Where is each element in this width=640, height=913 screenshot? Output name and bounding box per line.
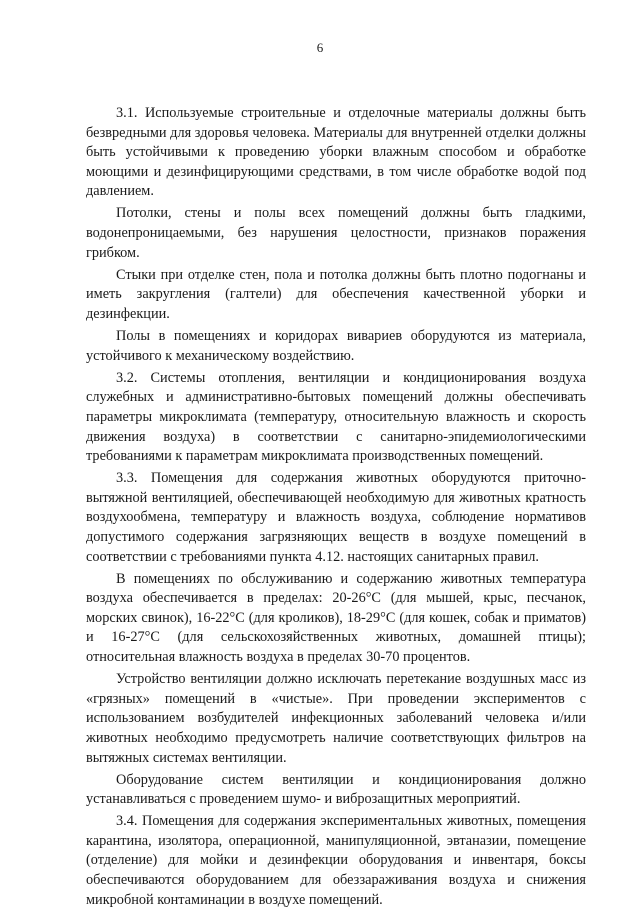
paragraph-floors-vivarium: Полы в помещениях и коридорах вивариев оборудуются из материала, устойчивого к механическому воздействию. bbox=[86, 328, 586, 364]
paragraph-3-1-materials: 3.1. Используемые строительные и отделочные материалы должны быть безвредными для здоровья человека. Материалы для внутренней отделки должны быть устойчивыми к проведению уборки влажным способом и обработке моющими и дезинфицирующими средствами, в том числе обработке водой под давлением. bbox=[86, 105, 586, 200]
paragraph-ceilings-walls-floors: Потолки, стены и полы всех помещений должны быть гладкими, водонепроницаемыми, без нарушения целостности, признаков поражения грибком. bbox=[86, 205, 586, 261]
paragraph-3-3-animal-rooms-ventilation: 3.3. Помещения для содержания животных оборудуются приточно-вытяжной вентиляцией, обеспечивающей необходимую для животных кратность воздухообмена, температуру и влажность воздуха, соблюдение нормативов допустимого содержания загрязняющих веществ в воздухе помещений в соответствии с требованиями пункта 4.12. настоящих санитарных правил. bbox=[86, 470, 586, 565]
document-body bbox=[86, 104, 586, 913]
paragraph-joints: Стыки при отделке стен, пола и потолка должны быть плотно подогнаны и иметь закругления (галтели) для обеспечения качественной уборки и дезинфекции. bbox=[86, 266, 586, 322]
paragraph-noise-vibration: Оборудование систем вентиляции и кондиционирования должно устанавливаться с проведением шумо- и виброзащитных мероприятий. bbox=[86, 771, 586, 808]
paragraph-3-2-heating-ventilation: 3.2. Системы отопления, вентиляции и кондиционирования воздуха служебных и административно-бытовых помещений должны обеспечивать параметры микроклимата (температуру, относительную влажность и скорость движения воздуха) в соответствии с санитарно-эпидемиологическими требованиями к параметрам микроклимата производственных помещений. bbox=[86, 369, 586, 465]
paragraph-3-4-air-disinfection: 3.4. Помещения для содержания экспериментальных животных, помещения карантина, изолятора, операционной, манипуляционной, эвтаназии, помещение (отделение) для мойки и дезинфекции оборудования и инвентаря, боксы обеспечиваются оборудованием для обеззараживания воздуха и снижения микробной контаминации в воздухе помещений. bbox=[86, 813, 586, 908]
paragraph-ventilation-airflow: Устройство вентиляции должно исключать перетекание воздушных масс из «грязных» помещений в «чистые». При проведении экспериментов с использованием возбудителей инфекционных заболеваний человека и/или животных необходимо предусмотреть наличие соответствующих фильтров на вытяжных системах вентиляции. bbox=[86, 671, 586, 766]
page-number: 6 bbox=[316, 40, 324, 55]
paragraph-temperature-ranges: В помещениях по обслуживанию и содержанию животных температура воздуха обеспечивается в пределах: 20-26°С (для мышей, крыс, песчанок, морских свинок), 16-22°С (для кроликов), 18-29°С (для кошек, собак и приматов) и 16-27°С (для сельскохозяйственных животных, домашней птицы); относительная влажность воздуха в пределах 30-70 процентов. bbox=[86, 570, 586, 666]
